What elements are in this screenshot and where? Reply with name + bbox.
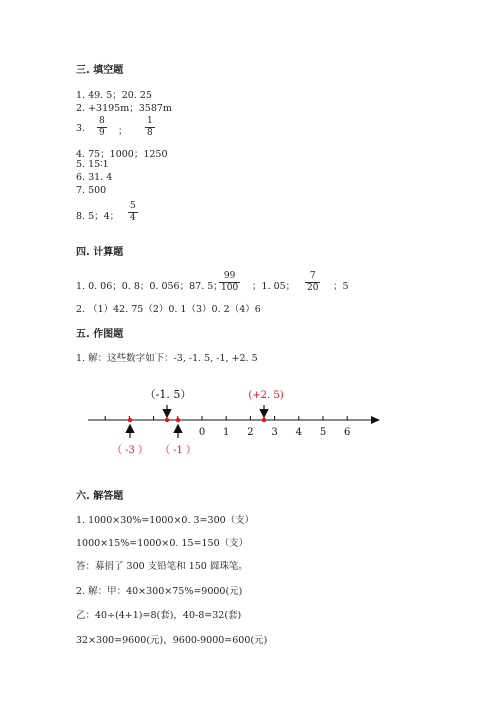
- answer-line: 1. 解：这些数字如下：-3, -1. 5, -1, +2. 5: [76, 353, 258, 364]
- answer-line-suffix: ；5: [333, 281, 349, 292]
- answer-line: 1. 49. 5；20. 25: [76, 90, 152, 101]
- axis-tick-label: 5: [319, 427, 327, 438]
- answer-line: 5. 15∶1: [76, 159, 109, 170]
- point-marker-minus-1-5: [165, 418, 169, 422]
- fraction-numerator: 5: [130, 201, 136, 211]
- fraction: [305, 271, 320, 294]
- fraction-denominator: 100: [221, 283, 239, 293]
- point-marker-minus-1: [176, 418, 180, 422]
- answer-line: 乙：40÷(4+1)=8(套)，40-8=32(套): [76, 610, 242, 621]
- label-minus-3: （ -3 ）: [111, 445, 149, 456]
- answer-line: 4. 75；1000；1250: [76, 149, 168, 160]
- answer-line-prefix: 1. 0. 06；0. 8；0. 056；87. 5；: [76, 281, 223, 292]
- fraction-denominator: 4: [130, 213, 136, 223]
- section-6-heading: 六. 解答题: [76, 491, 124, 502]
- section-5-heading: 五. 作图题: [76, 329, 124, 340]
- fraction-denominator: 9: [99, 128, 105, 138]
- answer-line: 6. 31. 4: [76, 172, 113, 183]
- label-plus-2-5: (+2. 5): [248, 390, 284, 401]
- axis-tick-label: 0: [198, 427, 206, 438]
- label-minus-1-5: （-1. 5）: [144, 388, 192, 401]
- answer-line-prefix: 3.: [76, 123, 86, 134]
- fraction-denominator: 8: [147, 128, 153, 138]
- answer-line: 答：募捐了 300 支铅笔和 150 圆珠笔。: [76, 561, 248, 572]
- axis-tick-label: 6: [344, 427, 351, 438]
- fraction: [97, 116, 107, 139]
- fraction-numerator: 7: [309, 271, 316, 281]
- section-3-heading: 三. 填空题: [76, 65, 124, 76]
- fraction-denominator: 20: [307, 283, 319, 293]
- answer-line: 32×300=9600(元)，9600-9000=600(元): [76, 635, 268, 646]
- axis-tick-label: 4: [295, 427, 302, 438]
- answer-line-middle: ；1. 05；: [252, 281, 296, 292]
- fraction: [128, 201, 138, 224]
- axis-tick-label: 2: [247, 427, 254, 438]
- fraction-numerator: 99: [223, 271, 236, 281]
- answer-line: 2. +3195m；3587m: [76, 103, 172, 114]
- section-4-heading: 四. 计算题: [76, 247, 124, 258]
- point-marker-minus-3: [128, 418, 132, 422]
- number-line-figure: [0, 380, 500, 465]
- answer-line-prefix: 8. 5；4；: [76, 211, 120, 222]
- answer-line: 2. （1）42. 75（2）0. 1（3）0. 2（4）6: [76, 304, 261, 315]
- answer-line: 2. 解：甲：40×300×75%=9000(元): [76, 586, 243, 597]
- answer-line: 7. 500: [76, 185, 107, 196]
- point-marker-plus-2-5: [262, 418, 266, 422]
- axis-arrowhead: [371, 416, 380, 424]
- answer-line: 1000×15%=1000×0. 15=150（支）: [76, 538, 249, 549]
- answer-line: 1. 1000×30%=1000×0. 3=300（支）: [76, 515, 255, 526]
- fraction: [219, 271, 240, 294]
- axis-tick-label: 1: [223, 427, 230, 438]
- fraction: [145, 116, 155, 139]
- fraction-numerator: 1: [147, 116, 153, 126]
- fraction-numerator: 8: [99, 116, 105, 126]
- label-minus-1: （ -1 ）: [159, 445, 197, 456]
- separator: ；: [118, 126, 128, 137]
- axis-tick-label: 3: [271, 427, 278, 438]
